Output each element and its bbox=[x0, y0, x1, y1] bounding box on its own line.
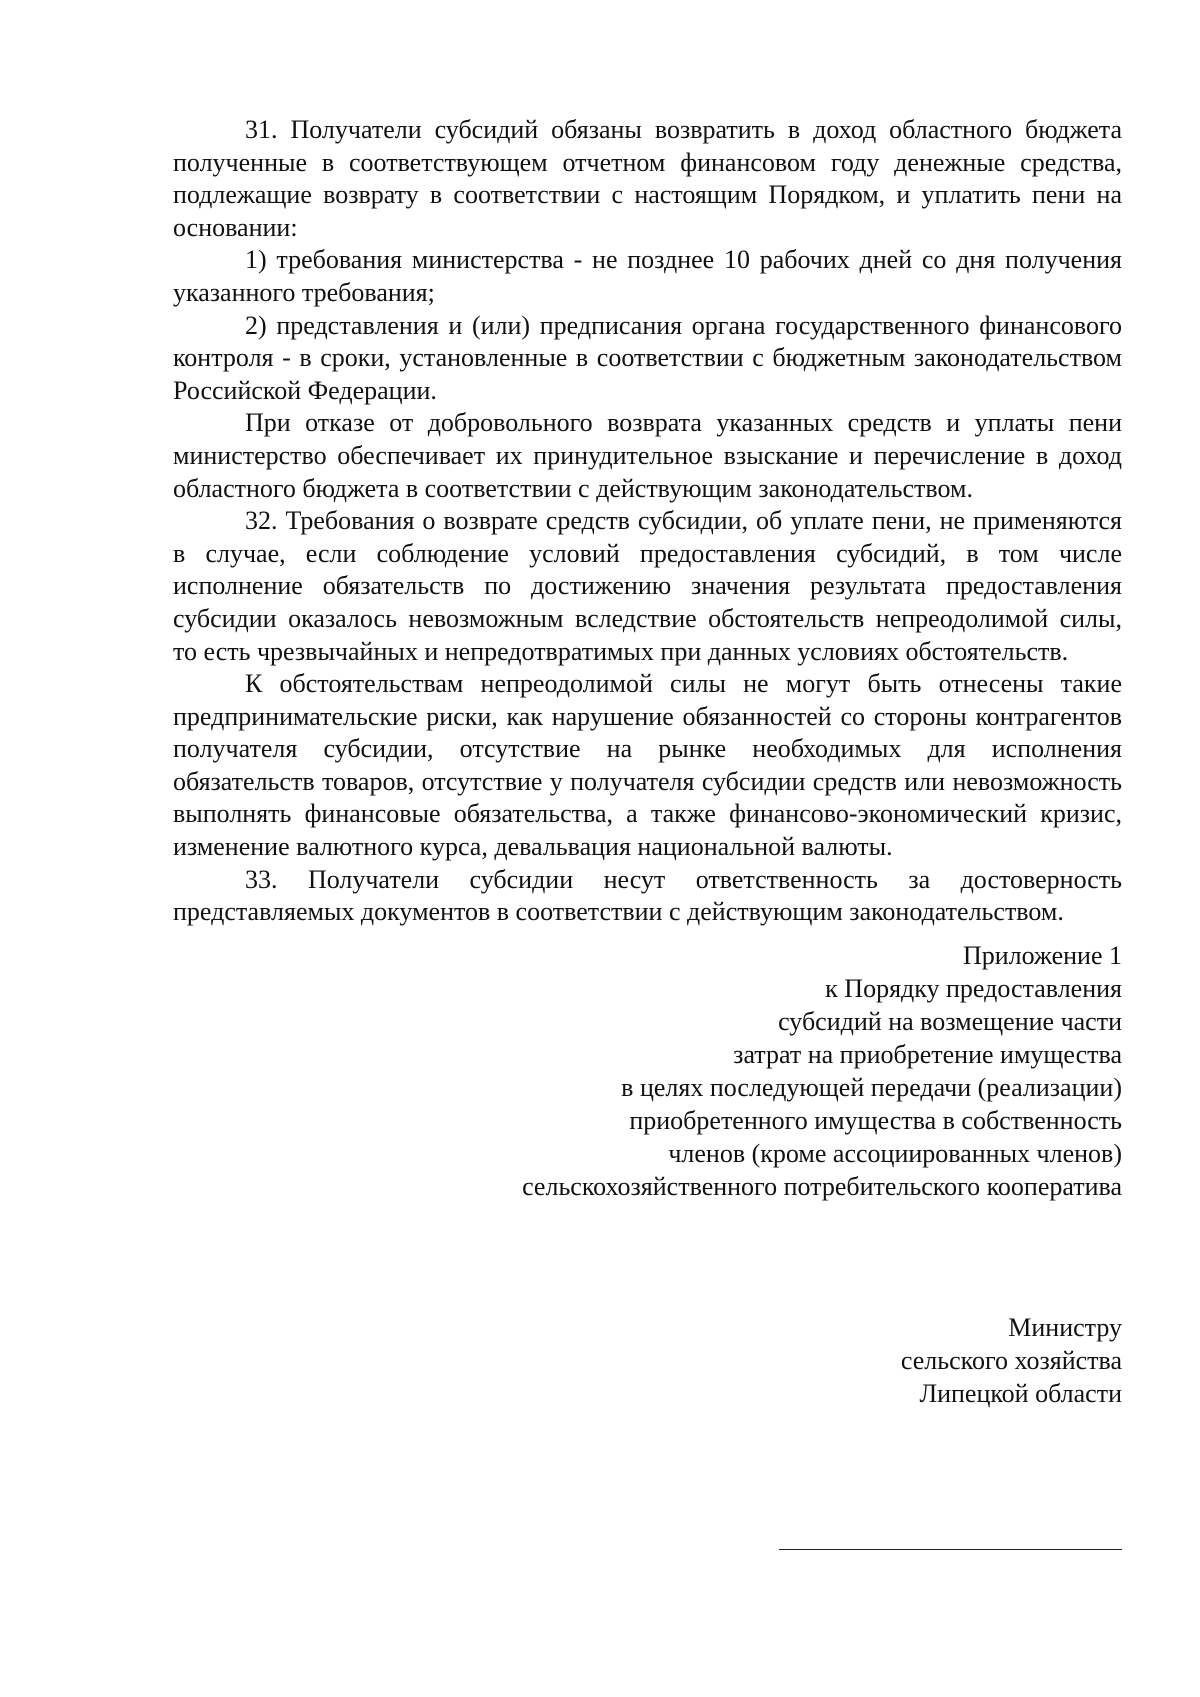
paragraph-31-item-1: 1) требования министерства - не позднее 10 рабочих дней со дня получения указанного требования; bbox=[173, 245, 1122, 307]
paragraph-33: 33. Получатели субсидии несут ответственность за достоверность представляемых документов в соответствии с действующим законодательством. bbox=[173, 864, 1122, 927]
document-page bbox=[173, 114, 1122, 1410]
addressee-line: Липецкой области bbox=[919, 1378, 1122, 1408]
appendix-header bbox=[173, 939, 1122, 1203]
paragraph-32-force-majeure: К обстоятельствам непреодолимой силы не могут быть отнесены такие предпринимательские риски, как нарушение обязанностей со стороны контрагентов получателя субсидии, отсутствие на рынке необходимых для исполнения обязательств товаров, отсутствие у получателя субсидии средств или невозможность выполнять финансовые обязательства, а также финансово-экономический кризис, изменение валютного курса, девальвация национальной валюты. bbox=[173, 669, 1122, 862]
paragraph-32: 32. Требования о возврате средств субсидии, об уплате пени, не применяются в случае, если соблюдение условий предоставления субсидий, в том числе исполнение обязательств по достижению значения результата предоставления субсидии оказалось невозможным вследствие обстоятельств непреодолимой силы, то есть чрезвычайных и непредотвратимых при данных условиях обстоятельств. bbox=[173, 506, 1122, 666]
addressee-block bbox=[173, 1311, 1122, 1410]
appendix-line: в целях последующей передачи (реализации) bbox=[621, 1072, 1122, 1102]
appendix-line: приобретенного имущества в собственность bbox=[629, 1105, 1122, 1135]
paragraph-31-refusal: При отказе от добровольного возврата указанных средств и уплаты пени министерство обеспечивает их принудительное взыскание и перечисление в доход областного бюджета в соответствии с действующим законодательством. bbox=[173, 408, 1122, 503]
paragraph-31-item-2: 2) представления и (или) предписания органа государственного финансового контроля - в сроки, установленные в соответствии с бюджетным законодательством Российской Федерации. bbox=[173, 310, 1122, 405]
appendix-line: субсидий на возмещение части bbox=[778, 1006, 1122, 1036]
appendix-line: Приложение 1 bbox=[962, 940, 1122, 970]
appendix-line: затрат на приобретение имущества bbox=[733, 1039, 1122, 1069]
addressee-line: Министру bbox=[1008, 1312, 1122, 1342]
appendix-line: членов (кроме ассоциированных членов) bbox=[668, 1138, 1122, 1168]
signature-blank-line bbox=[779, 1549, 1122, 1550]
appendix-line: сельскохозяйственного потребительского кооператива bbox=[522, 1171, 1122, 1201]
paragraph-31: 31. Получатели субсидий обязаны возвратить в доход областного бюджета полученные в соответствующем отчетном финансовом году денежные средства, подлежащие возврату в соответствии с настоящим Порядком, и уплатить пени на основании: bbox=[173, 115, 1122, 242]
appendix-line: к Порядку предоставления bbox=[825, 973, 1122, 1003]
addressee-line: сельского хозяйства bbox=[900, 1345, 1122, 1375]
